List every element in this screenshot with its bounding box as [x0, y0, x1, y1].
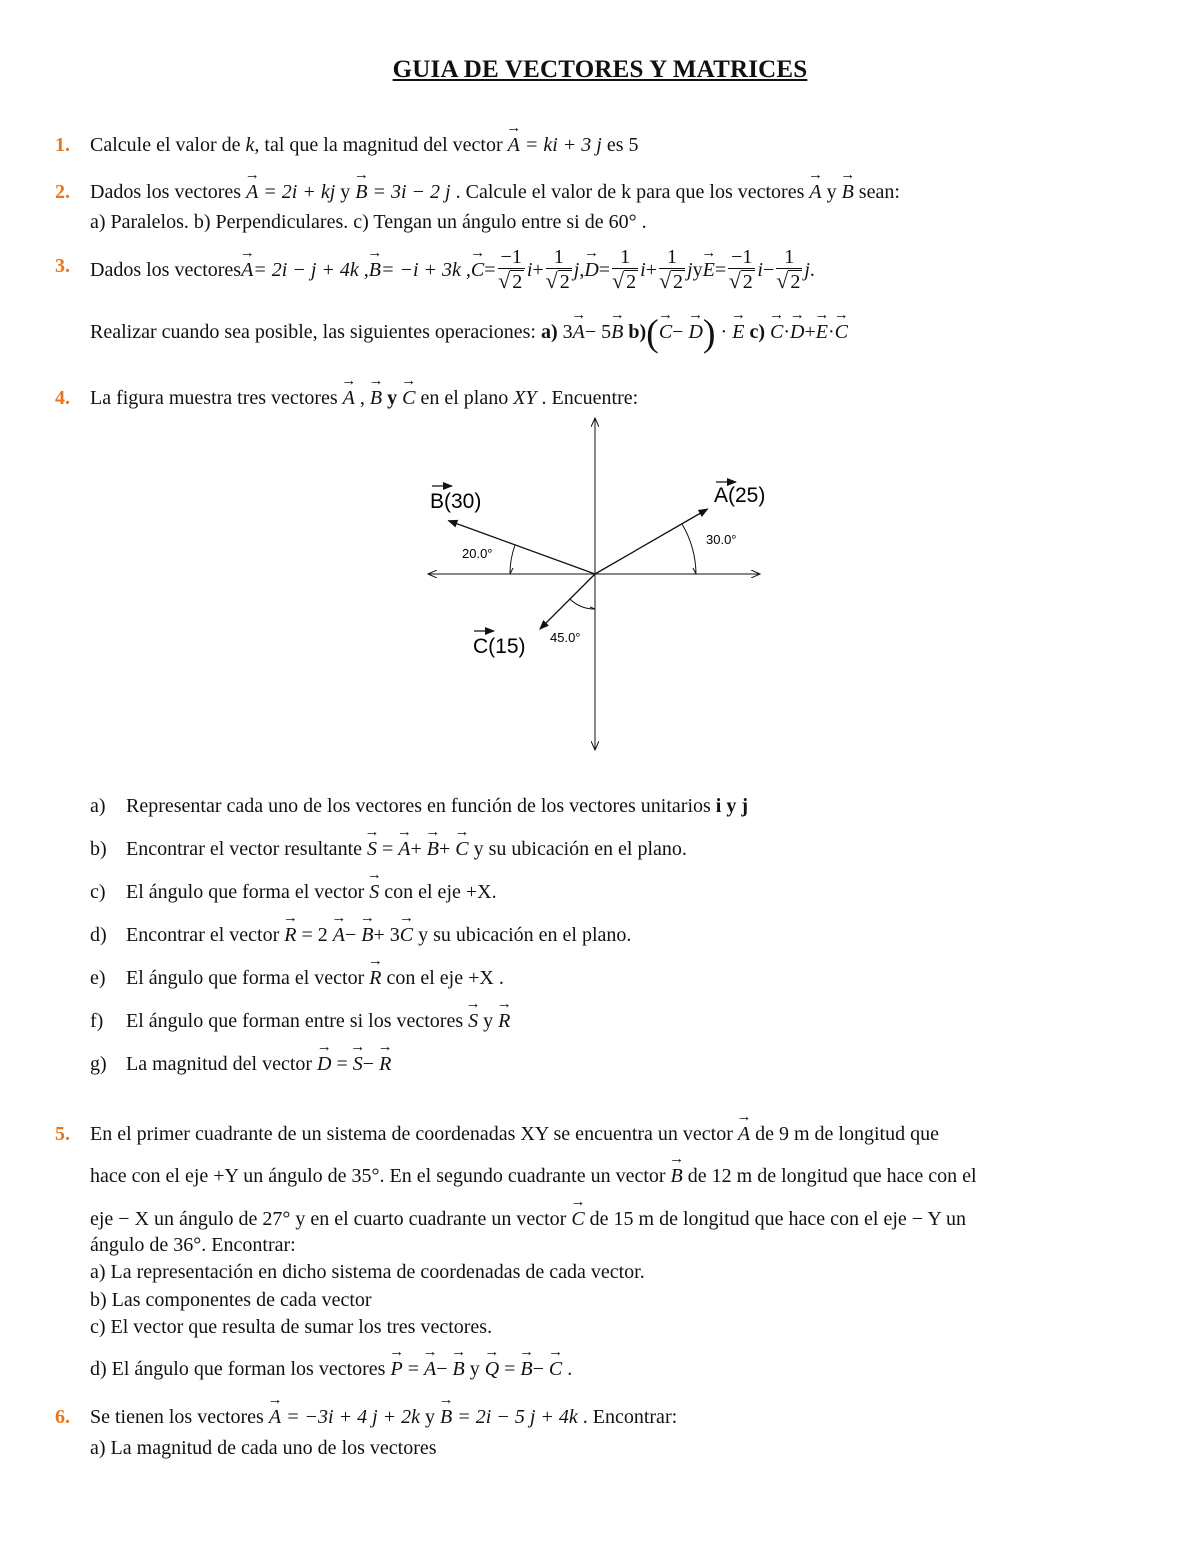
problem-4-item-g: [90, 1052, 391, 1076]
problem-4-item-d: [90, 923, 631, 947]
operations-text: Realizar cuando sea posible, las siguientes operaciones:: [90, 321, 541, 343]
vector-B: → B: [361, 923, 373, 947]
equals-sign: =: [499, 1358, 521, 1380]
vector-diagram: [410, 410, 780, 760]
plane-XY: XY: [513, 387, 537, 409]
problem-number-2: 2.: [55, 181, 70, 203]
label-A: A(25): [714, 484, 766, 507]
vector-S: → S: [468, 1009, 478, 1033]
plus-sign: +: [804, 321, 816, 343]
problem-2-text: Dados los vectores: [90, 181, 247, 203]
page-title: GUIA DE VECTORES Y MATRICES: [392, 56, 808, 83]
vector-A-expression: = ki + 3 j: [519, 134, 602, 156]
vector-Q: → Q: [485, 1357, 499, 1381]
item-text-tail: y su ubicación en el plano.: [468, 838, 687, 860]
vector-S: → S: [367, 837, 377, 861]
problem-1-text: Calcule el valor de: [90, 134, 246, 156]
vector-E: → E: [816, 320, 828, 344]
item-label: f): [90, 1010, 104, 1032]
minus-sign: −: [762, 259, 775, 281]
equals-sign: =: [402, 1358, 424, 1380]
radicand: 2: [559, 271, 570, 293]
conjunction: y: [821, 181, 842, 203]
problem-5-line-3: [90, 1207, 966, 1231]
vector-D: → D: [584, 258, 598, 282]
vector-C: → C: [400, 923, 413, 947]
denominator: √ 2: [612, 268, 637, 293]
vector-A-expression: = 2i + kj: [258, 181, 336, 203]
problem-5-text: de 12 m de longitud que hace con el: [682, 1165, 977, 1187]
problem-5-line-4: ángulo de 36°. Encontrar:: [90, 1234, 296, 1256]
problem-number-6: 6.: [55, 1406, 70, 1428]
item-label: g): [90, 1053, 107, 1075]
vector-C: → C: [455, 837, 468, 861]
vector-R: → R: [284, 923, 296, 947]
operation-b-label: b): [623, 321, 647, 343]
vector-B: → B: [369, 258, 381, 282]
dot-operator: ·: [715, 321, 733, 343]
problem-5-line-1: [90, 1122, 939, 1146]
vector-A: → A: [333, 923, 345, 947]
vector-B-expression: = −i + 3k ,: [381, 259, 471, 281]
problem-5-text: eje − X un ángulo de 27° y en el cuarto cuadrante un vector: [90, 1208, 572, 1230]
axes: [428, 418, 760, 750]
vector-A-expression: = 2i − j + 4k ,: [253, 259, 369, 281]
plus-sign: +: [439, 838, 456, 860]
denominator: √ 2: [498, 268, 523, 293]
problem-3-text: Dados los vectores: [90, 259, 242, 281]
label-C: C(15): [473, 635, 526, 658]
problem-1: [90, 133, 639, 157]
conjunction: y: [692, 259, 703, 281]
numerator: −1: [728, 246, 755, 269]
conjunction: y: [464, 1358, 485, 1380]
vector-B: → B: [355, 180, 367, 204]
radicand: 2: [742, 271, 753, 293]
vector-R: → R: [498, 1009, 510, 1033]
problem-4: [90, 386, 638, 410]
vector-C: → C: [471, 258, 484, 282]
vector-A-expression: = −3i + 4 j + 2k: [281, 1406, 421, 1428]
item-text: El ángulo que forma el vector: [126, 967, 370, 989]
plus-sign: + 3: [373, 924, 400, 946]
fraction-one-over-root-two: [659, 246, 685, 294]
comma: ,: [354, 387, 370, 409]
denominator: √ 2: [776, 268, 801, 293]
item-text: El ángulo que forma el vector: [126, 881, 370, 903]
unit-j: j: [573, 259, 580, 281]
item-text: Representar cada uno de los vectores en función de los vectores unitarios: [126, 795, 716, 817]
unit-j: j: [804, 259, 810, 281]
vector-D: → D: [688, 320, 702, 344]
problem-2: [90, 180, 900, 204]
radicand: 2: [626, 271, 637, 293]
vector-A: → A: [809, 180, 821, 204]
item-text: Encontrar el vector resultante: [126, 838, 367, 860]
k-symbol: k: [245, 134, 255, 156]
radicand: 2: [790, 271, 801, 293]
vector-B: → B: [440, 1405, 452, 1429]
problem-1-text-2: , tal que la magnitud del vector: [254, 134, 508, 156]
vector-C: → C: [549, 1357, 562, 1381]
vector-B: → B: [842, 180, 854, 204]
fraction-one-over-root-two: [612, 246, 638, 294]
vector-B: → B: [520, 1357, 532, 1381]
conjunction: y: [335, 181, 356, 203]
problem-3: [90, 240, 815, 300]
denominator: √ 2: [545, 268, 570, 293]
vector-S: → S: [369, 880, 379, 904]
numerator: −1: [498, 246, 525, 269]
vector-D: → D: [317, 1052, 331, 1076]
problem-number-4: 4.: [55, 387, 70, 409]
vector-A: → A: [398, 837, 410, 861]
problem-4-item-c: [90, 880, 497, 904]
vector-S: → S: [353, 1052, 363, 1076]
radicand: 2: [673, 271, 684, 293]
unit-vectors: i y j: [715, 795, 749, 817]
problem-5-item-c: c) El vector que resulta de sumar los tres vectores.: [90, 1316, 493, 1338]
angle-arcs: [510, 524, 696, 609]
period: .: [809, 259, 815, 281]
vector-B: → B: [370, 386, 382, 410]
plus-sign: +: [645, 259, 657, 281]
vector-E: → E: [703, 258, 715, 282]
label-B: B(30): [430, 490, 482, 513]
problem-3-operations: Realizar cuando sea posible, las siguientes operaciones: a) 3→ A− 5→ B b)(→ C− → D) · → E c) → C·→ D+→ E·→ C: [90, 320, 848, 344]
fraction-one-over-root-two: [546, 246, 572, 294]
problem-4-item-e: [90, 966, 504, 990]
problem-2-text-2: . Calcule el valor de k para que los vectores: [450, 181, 810, 203]
operation-c-label: c): [744, 321, 770, 343]
dot-operator: ·: [783, 321, 790, 343]
vector-labels: [430, 482, 765, 658]
minus-sign: −: [436, 1358, 453, 1380]
vector-C: → C: [659, 320, 672, 344]
vector-C-arrow: [540, 574, 595, 629]
conjunction: y: [420, 1406, 441, 1428]
vector-P: → P: [390, 1357, 402, 1381]
vector-A: → A: [246, 180, 258, 204]
problem-2-options: a) Paralelos. b) Perpendiculares. c) Tengan un ángulo entre si de 60° .: [90, 211, 647, 233]
vector-B: → B: [611, 320, 623, 344]
equals-sign: =: [331, 1053, 353, 1075]
angle-label-C: 45.0°: [550, 630, 581, 645]
vector-C: → C: [835, 320, 848, 344]
coefficient: 3: [557, 321, 573, 343]
radicand: 2: [512, 271, 523, 293]
item-text: d) El ángulo que forman los vectores: [90, 1358, 391, 1380]
unit-i: i: [640, 259, 646, 281]
vector-R: → R: [369, 966, 381, 990]
equals-sign: =: [484, 259, 496, 281]
item-label: c): [90, 881, 106, 903]
denominator: √ 2: [658, 268, 684, 293]
unit-i: i: [526, 259, 533, 281]
problem-4-item-b: [90, 837, 687, 861]
minus-sign: −: [362, 1053, 380, 1075]
unit-j: j: [687, 259, 693, 281]
unit-i: i: [757, 259, 763, 281]
problem-5-item-d: [90, 1357, 572, 1381]
vector-D: → D: [790, 320, 804, 344]
problem-5-line-2: [90, 1164, 977, 1188]
vector-C: → C: [770, 320, 783, 344]
angle-label-A: 30.0°: [706, 532, 737, 547]
denominator: √ 2: [728, 268, 753, 293]
vector-B: → B: [452, 1357, 464, 1381]
item-text-tail: con el eje +X.: [379, 881, 497, 903]
vector-A: → A: [508, 133, 520, 157]
vector-R: → R: [379, 1052, 391, 1076]
problem-5-item-b: b) Las componentes de cada vector: [90, 1289, 372, 1311]
item-text-tail: con el eje +X .: [381, 967, 504, 989]
problem-6-item-a: a) La magnitud de cada uno de los vectores: [90, 1437, 437, 1459]
numerator: 1: [612, 246, 638, 269]
equals-sign: =: [714, 259, 727, 281]
vector-B-expression: = 2i − 5 j + 4k: [452, 1406, 578, 1428]
problem-6-text: Se tienen los vectores: [90, 1406, 269, 1428]
vector-A: → A: [269, 1405, 281, 1429]
item-label: b): [90, 838, 107, 860]
arc-A: [682, 524, 696, 574]
angle-label-B: 20.0°: [462, 546, 493, 561]
vector-A: → A: [573, 320, 585, 344]
problem-4-text-2: en el plano: [415, 387, 514, 409]
problem-5-text: de 9 m de longitud que: [750, 1123, 939, 1145]
vector-A: → A: [738, 1122, 750, 1146]
minus-sign: −: [344, 924, 362, 946]
problem-2-text-3: sean:: [853, 181, 900, 203]
problem-1-text-3: es 5: [601, 134, 639, 156]
problem-4-item-a: [90, 794, 748, 818]
vector-B: → B: [427, 837, 439, 861]
item-text-tail: y su ubicación en el plano.: [413, 924, 632, 946]
period: .: [562, 1358, 573, 1380]
item-label: a): [90, 795, 106, 817]
vector-A: → A: [241, 258, 253, 282]
problem-6-text-2: . Encontrar:: [577, 1406, 678, 1428]
problem-number-3: 3.: [55, 255, 70, 277]
item-text: La magnitud del vector: [126, 1053, 318, 1075]
item-text: Encontrar el vector: [126, 924, 285, 946]
numerator: 1: [659, 246, 685, 269]
problem-number-1: 1.: [55, 134, 70, 156]
problem-number-5: 5.: [55, 1123, 70, 1145]
numerator: 1: [776, 246, 802, 269]
comma: ,: [579, 259, 585, 281]
problem-5-text: hace con el eje +Y un ángulo de 35°. En el segundo cuadrante un vector: [90, 1165, 671, 1187]
fraction-one-over-root-two: [776, 246, 802, 294]
problem-5-text: de 15 m de longitud que hace con el eje − Y un: [584, 1208, 967, 1230]
plus-sign: +: [410, 838, 427, 860]
minus-sign: −: [532, 1358, 549, 1380]
numerator: 1: [546, 246, 572, 269]
conjunction: y: [382, 387, 403, 409]
vector-C: → C: [402, 386, 415, 410]
equals-sign: =: [377, 838, 399, 860]
operator: −: [672, 321, 689, 343]
fraction-minus-one-over-root-two: [728, 246, 755, 294]
vector-B: → B: [671, 1164, 683, 1188]
operation-a-label: a): [540, 321, 558, 343]
plus-sign: +: [532, 259, 544, 281]
problem-5-text: En el primer cuadrante de un sistema de coordenadas XY se encuentra un vector: [90, 1123, 738, 1145]
vector-B-expression: = 3i − 2 j: [367, 181, 451, 203]
vector-C: → C: [571, 1207, 584, 1231]
item-text: El ángulo que forman entre si los vectores: [126, 1010, 469, 1032]
problem-4-item-f: [90, 1009, 510, 1033]
fraction-minus-one-over-root-two: [498, 246, 525, 294]
vector-A: → A: [424, 1357, 436, 1381]
equals-sign: = 2: [296, 924, 333, 946]
vector-E: → E: [732, 320, 744, 344]
operator: − 5: [584, 321, 612, 343]
problem-5-item-a: a) La representación en dicho sistema de coordenadas de cada vector.: [90, 1261, 645, 1283]
item-label: e): [90, 967, 106, 989]
conjunction: y: [478, 1010, 499, 1032]
item-label: d): [90, 924, 107, 946]
vectors: [448, 509, 707, 629]
problem-4-text: La figura muestra tres vectores: [90, 387, 343, 409]
problem-4-text-3: . Encuentre:: [536, 387, 639, 409]
equals-sign: =: [598, 259, 611, 281]
dot-operator: ·: [827, 321, 835, 343]
vector-A: → A: [343, 386, 355, 410]
problem-6: [90, 1405, 677, 1429]
